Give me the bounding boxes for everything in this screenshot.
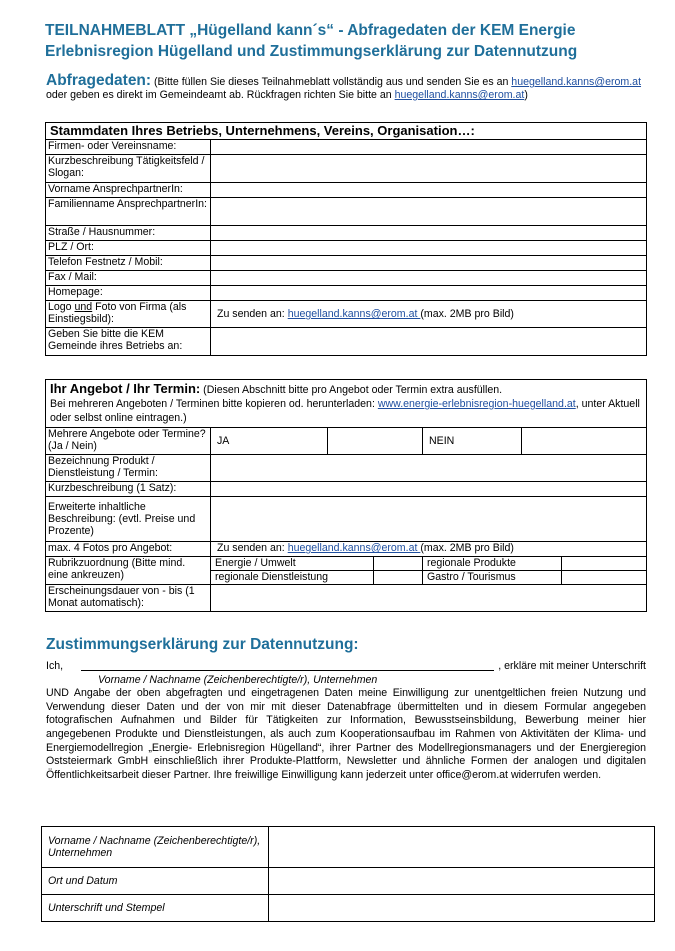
table-row [46,256,647,271]
table-row [46,271,647,286]
intro-text-2: oder geben es direkt im Gemeindeamt ab. Rückfragen richten Sie bitte an [46,89,395,101]
field-label: Fax / Mail: [46,271,211,286]
field-input[interactable] [211,155,647,183]
table-row [46,140,647,155]
rubrik-gastro: Gastro / Tourismus [427,571,516,583]
rubrik-energie: Energie / Umwelt [215,557,296,569]
table-row [46,226,647,241]
rubrik-cell [423,571,647,585]
signature-table [41,826,655,922]
field-input[interactable] [211,328,647,356]
fotos-send-prefix: Zu senden an: [217,542,288,554]
signature-name-input[interactable] [269,827,655,868]
abfragedaten-heading: Abfragedaten: [46,72,152,89]
field-label: Vorname AnsprechpartnerIn: [46,183,211,198]
consent-ich: Ich, [46,660,64,672]
signature-unterschrift-label: Unterschrift und Stempel [42,895,269,922]
table-row [46,455,647,482]
field-input[interactable] [211,241,647,256]
field-input[interactable] [211,585,647,612]
table-row [46,542,647,557]
rubrik-gastro-checkbox[interactable] [561,571,646,584]
title-line-2: Erlebnisregion Hügelland und Zustimmungserklärung zur Datennutzung [45,43,578,60]
consent-text [46,660,646,782]
intro-paragraph [46,74,646,102]
mehrere-label: Mehrere Angebote oder Termine? (Ja / Nein) [46,428,211,455]
signature-ort-input[interactable] [269,868,655,895]
rubrik-label: Rubrikzuordnung (Bitte mind. eine ankreuzen) [46,557,211,585]
logo-label-1: Logo [48,301,75,313]
logo-label-2: Foto von Firma (als Einstiegsbild): [48,301,187,325]
angebot-heading: Ihr Angebot / Ihr Termin: [50,381,201,396]
angebot-table [45,379,647,612]
intro-email-link-2[interactable]: huegelland.kanns@erom.at [394,89,525,101]
field-label: Firmen- oder Vereinsname: [46,140,211,155]
angebot-link[interactable]: www.energie-erlebnisregion-huegelland.at [377,398,576,410]
logo-send-info [211,301,647,328]
field-label: PLZ / Ort: [46,241,211,256]
logo-send-suffix: (max. 2MB pro Bild) [420,308,514,320]
field-label: Bezeichnung Produkt / Dienstleistung / Termin: [46,455,211,482]
signature-unterschrift-input[interactable] [269,895,655,922]
consent-erklaere: , erkläre mit meiner Unterschrift [498,660,646,672]
logo-label-und: und [74,301,93,313]
consent-ich-line [46,660,646,674]
consent-heading: Zustimmungserklärung zur Datennutzung: [46,636,359,653]
field-input[interactable] [211,455,647,482]
rubrik-produkte-checkbox[interactable] [561,557,646,570]
title-line-1: TEILNAHMEBLATT „Hügelland kann´s“ - Abfragedaten der KEM Energie [45,22,576,39]
field-label: Erscheinungsdauer von - bis (1 Monat automatisch): [46,585,211,612]
logo-send-prefix: Zu senden an: [217,308,288,320]
angebot-note-2: Bei mehreren Angeboten / Terminen bitte kopieren od. herunterladen: [50,398,378,410]
document-title [45,20,645,62]
table-row [42,868,655,895]
consent-name-line[interactable] [81,670,494,671]
intro-text-3: ) [524,89,528,101]
field-input[interactable] [211,497,647,542]
consent-caption: Vorname / Nachname (Zeichenberechtigte/r), Unternehmen [98,673,378,686]
stammdaten-table [45,122,647,356]
field-input[interactable] [211,140,647,155]
nein-label: NEIN [423,428,522,455]
field-label: Kurzbeschreibung Tätigkeitsfeld / Slogan: [46,155,211,183]
field-input[interactable] [211,183,647,198]
signature-name-label: Vorname / Nachname (Zeichenberechtigte/r), Unternehmen [42,827,269,868]
logo-email-link[interactable]: huegelland.kanns@erom.at [287,308,421,320]
angebot-header [46,380,647,428]
field-input[interactable] [211,271,647,286]
rubrik-cell [211,557,423,571]
ja-checkbox[interactable] [328,428,423,455]
rubrik-produkte: regionale Produkte [427,557,516,569]
stammdaten-heading: Stammdaten Ihres Betriebs, Unternehmens, Vereins, Organisation…: [46,123,647,140]
nein-checkbox[interactable] [522,428,647,455]
table-row [46,585,647,612]
table-row [46,301,647,328]
field-label: Erweiterte inhaltliche Beschreibung: (evtl. Preise und Prozente) [46,497,211,542]
table-row [46,557,647,571]
table-row [46,497,647,542]
rubrik-dienstleistung: regionale Dienstleistung [215,571,329,583]
table-row [46,155,647,183]
fotos-send-info [211,542,647,557]
field-label: Familienname AnsprechpartnerIn: [46,198,211,226]
table-row [46,286,647,301]
field-label: Homepage: [46,286,211,301]
field-input[interactable] [211,256,647,271]
fotos-email-link[interactable]: huegelland.kanns@erom.at [287,542,421,554]
table-row [46,198,647,226]
field-input[interactable] [211,198,647,226]
table-row [42,827,655,868]
rubrik-dienstleistung-checkbox[interactable] [373,571,422,584]
fotos-label: max. 4 Fotos pro Angebot: [46,542,211,557]
intro-text-1: (Bitte füllen Sie dieses Teilnahmeblatt vollständig aus und senden Sie es an [151,76,512,88]
fotos-send-suffix: (max. 2MB pro Bild) [420,542,514,554]
field-label: Kurzbeschreibung (1 Satz): [46,482,211,497]
intro-email-link[interactable]: huegelland.kanns@erom.at [511,76,642,88]
table-row [46,482,647,497]
rubrik-energie-checkbox[interactable] [373,557,422,570]
table-row [46,428,647,455]
ja-label: JA [211,428,328,455]
angebot-note-1: (Diesen Abschnitt bitte pro Angebot oder Termin extra ausfüllen. [200,384,503,396]
rubrik-cell [211,571,423,585]
signature-ort-label: Ort und Datum [42,868,269,895]
field-label: Straße / Hausnummer: [46,226,211,241]
field-label: Geben Sie bitte die KEM Gemeinde ihres Betriebs an: [46,328,211,356]
table-row [46,183,647,198]
angebot-note-3: , unter Aktuell oder selbst online eintragen.) [50,398,640,424]
field-input[interactable] [211,482,647,497]
table-row [46,241,647,256]
table-row [42,895,655,922]
logo-label [46,301,211,328]
field-input[interactable] [211,286,647,301]
consent-body: UND Angabe der oben abgefragten und eingetragenen Daten meine Einwilligung zur unentgeltlichen freien Nutzung und Verwendung dieser Daten und der von mir mit dieser Datenabfrage übermittelten und in diesem Formular angegeben fotografischen Aufnahmen und Bilder für Tätigkeiten zur Information, Bewusstseinsbildung, Bewerbung meiner hier angegebenen Produkte und Dienstleistungen, als auch zum Kooperationsaufbau im Rahmen von Aktivitäten der Klima- und Energiemodellregion „Energie- Erlebnisregion Hügelland“, ihrer Partner des Modellregionsmanagers und der Energieregion Oststeiermark GmbH einschließlich ihrer Produkte-Plattform, Newsletter und ähnliche Formen der analogen und digitalen Öffentlichkeitsarbeit dieser Partner. Ihre freiwillige Einwilligung kann jederzeit unter office@erom.at widerrufen werden. [46,687,646,781]
field-input[interactable] [211,226,647,241]
rubrik-cell [423,557,647,571]
table-row [46,328,647,356]
field-label: Telefon Festnetz / Mobil: [46,256,211,271]
